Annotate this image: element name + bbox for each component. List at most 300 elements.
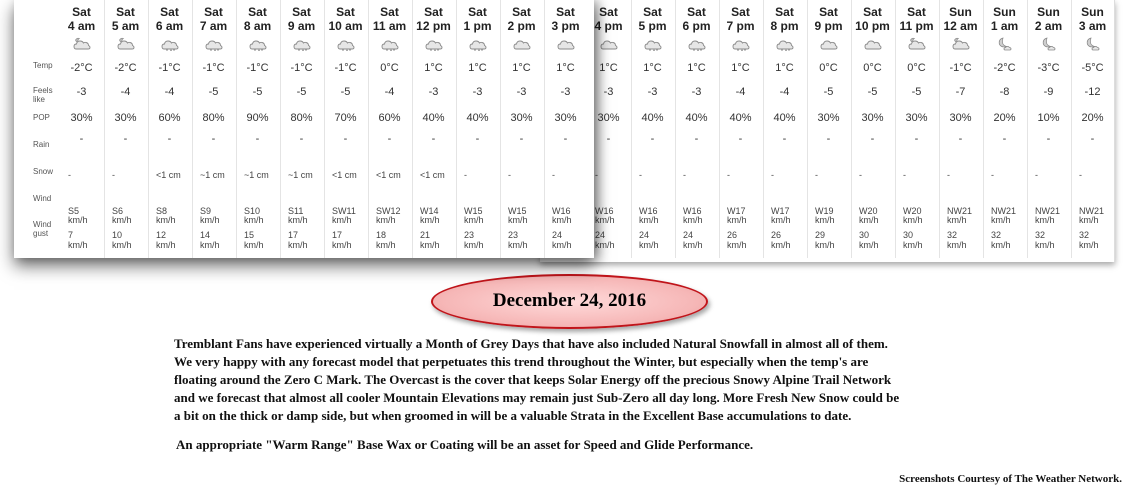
snow-cell: -	[552, 170, 555, 180]
snow-cell: <1 cm	[420, 170, 445, 180]
hour-time-label: 6 am	[155, 19, 184, 33]
forecast-panel-morning	[14, 0, 594, 258]
hour-time-label: 11 am	[372, 19, 407, 33]
hour-column	[1071, 0, 1114, 258]
wind-gust-cell: 10	[112, 230, 123, 240]
hour-day-label: Sat	[907, 5, 926, 19]
feels-like-cell: -8	[999, 86, 1010, 98]
snow-cloud-icon	[381, 37, 399, 51]
gust-unit: km/h	[595, 240, 615, 250]
column-divider	[324, 0, 325, 258]
rain-cell: -	[387, 133, 392, 145]
snow-cell: -	[112, 170, 115, 180]
hour-column	[236, 0, 279, 258]
hour-column	[895, 0, 938, 258]
wind-gust-cell: 15	[244, 230, 255, 240]
wind-gust-cell: 12	[156, 230, 167, 240]
wind-gust-cell: 24	[552, 230, 563, 240]
wind-unit: km/h	[903, 215, 923, 225]
hour-time-label: 12 pm	[416, 19, 451, 33]
snow-cloud-icon	[337, 37, 355, 51]
hour-column	[983, 0, 1026, 258]
wind-cell: W15	[464, 206, 483, 216]
wax-note: An appropriate "Warm Range" Base Wax or Coating will be an asset for Speed and Glide Performance.	[176, 437, 754, 452]
wind-unit: km/h	[727, 215, 747, 225]
gust-unit: km/h	[332, 240, 352, 250]
wind-cell: W17	[727, 206, 746, 216]
temp-cell: 1°C	[643, 62, 662, 74]
hour-column	[631, 0, 674, 258]
wind-gust-cell: 26	[727, 230, 738, 240]
feels-like-cell: -5	[208, 86, 219, 98]
hour-day-label: Sat	[687, 5, 706, 19]
commentary-line: a bit on the thick or damp side, but when groomed in will be a valuable Strata in the Excellent Base accumulations to date.	[174, 408, 852, 423]
pop-cell: 60%	[158, 112, 181, 124]
hour-column	[939, 0, 982, 258]
column-divider	[763, 0, 764, 258]
temp-cell: 0°C	[380, 62, 399, 74]
hour-column	[368, 0, 411, 258]
rain-cell: -	[431, 133, 436, 145]
hour-day-label: Sat	[116, 5, 135, 19]
row-label-wind-gust: Wind gust	[33, 220, 52, 238]
hour-column	[60, 0, 103, 258]
rain-cell: -	[211, 133, 216, 145]
hour-time-label: 7 am	[199, 19, 228, 33]
pop-cell: 40%	[773, 112, 796, 124]
hour-day-label: Sun	[1081, 5, 1104, 19]
row-label-snow: Snow	[33, 167, 54, 176]
snow-cloud-icon	[161, 37, 179, 51]
feels-like-cell: -4	[779, 86, 790, 98]
hour-day-label: Sun	[949, 5, 972, 19]
feels-like-cell: -3	[472, 86, 483, 98]
commentary-line: We very happy with any forecast model that perpetuates this trend throughout the Winter, but especially when the temp's are	[174, 354, 869, 369]
column-divider	[631, 0, 632, 258]
rain-cell: -	[738, 133, 743, 145]
hour-day-label: Sat	[819, 5, 838, 19]
wind-cell: NW21	[1079, 206, 1105, 216]
wind-cell: SW11	[332, 206, 356, 216]
hour-day-label: Sat	[512, 5, 531, 19]
snow-cloud-icon	[644, 37, 662, 51]
wind-unit: km/h	[683, 215, 703, 225]
wind-cell: S10	[244, 206, 261, 216]
wind-unit: km/h	[464, 215, 484, 225]
snow-cell: ~1 cm	[200, 170, 225, 180]
rain-cell: -	[343, 133, 348, 145]
snow-cloud-icon	[249, 37, 267, 51]
hour-day-label: Sat	[424, 5, 443, 19]
snow-cell: -	[683, 170, 686, 180]
wind-gust-cell: 17	[332, 230, 343, 240]
pop-cell: 10%	[1037, 112, 1060, 124]
wind-unit: km/h	[771, 215, 791, 225]
rain-cell: -	[1002, 133, 1007, 145]
rain-cell: -	[606, 133, 611, 145]
pop-cell: 30%	[114, 112, 137, 124]
row-labels	[14, 0, 62, 258]
hour-time-label: 5 am	[111, 19, 140, 33]
hour-day-label: Sat	[248, 5, 267, 19]
wind-gust-cell: 23	[508, 230, 519, 240]
gust-unit: km/h	[244, 240, 264, 250]
commentary-line: and we forecast that almost all cooler Mountain Elevations may remain just Sub-Zero all day long. More Fresh New Snow could be	[174, 390, 900, 405]
wind-cell: W17	[771, 206, 790, 216]
temp-cell: 0°C	[907, 62, 926, 74]
temp-cell: 1°C	[687, 62, 706, 74]
hour-day-label: Sat	[72, 5, 91, 19]
temp-cell: 0°C	[863, 62, 882, 74]
wind-unit: km/h	[508, 215, 528, 225]
gust-unit: km/h	[288, 240, 308, 250]
feels-like-cell: -5	[911, 86, 922, 98]
hour-column	[851, 0, 894, 258]
pop-cell: 30%	[817, 112, 840, 124]
wind-unit: km/h	[288, 215, 308, 225]
rain-cell: -	[650, 133, 655, 145]
feels-like-cell: -5	[823, 86, 834, 98]
gust-unit: km/h	[200, 240, 220, 250]
pop-cell: 80%	[202, 112, 225, 124]
hour-time-label: 2 pm	[507, 19, 536, 33]
wind-cell: NW21	[1035, 206, 1061, 216]
temp-cell: 1°C	[556, 62, 575, 74]
snow-cell: ~1 cm	[244, 170, 269, 180]
wind-gust-cell: 32	[1079, 230, 1090, 240]
row-label-pop: POP	[33, 113, 50, 122]
column-divider	[412, 0, 413, 258]
wind-cell: W14	[420, 206, 439, 216]
hour-column	[324, 0, 367, 258]
hour-time-label: 1 am	[990, 19, 1019, 33]
temp-cell: 1°C	[599, 62, 618, 74]
date-banner	[431, 274, 708, 329]
hour-time-label: 6 pm	[682, 19, 711, 33]
feels-like-cell: -5	[340, 86, 351, 98]
column-divider	[895, 0, 896, 258]
wind-cell: W15	[508, 206, 527, 216]
hour-time-label: 2 am	[1034, 19, 1063, 33]
feels-like-cell: -3	[560, 86, 571, 98]
hour-time-label: 3 pm	[551, 19, 580, 33]
pop-cell: 30%	[905, 112, 928, 124]
rain-cell: -	[826, 133, 831, 145]
row-label-rain: Rain	[33, 140, 50, 149]
temp-cell: -2°C	[70, 62, 93, 74]
wind-unit: km/h	[68, 215, 88, 225]
pop-cell: 30%	[861, 112, 884, 124]
column-divider	[148, 0, 149, 258]
snow-cell: -	[991, 170, 994, 180]
temp-cell: -2°C	[114, 62, 137, 74]
feels-like-cell: -4	[384, 86, 395, 98]
snow-cloud-icon	[776, 37, 794, 51]
temp-cell: -1°C	[246, 62, 269, 74]
pop-cell: 40%	[641, 112, 664, 124]
column-divider	[983, 0, 984, 258]
wind-gust-cell: 30	[903, 230, 914, 240]
rain-cell: -	[914, 133, 919, 145]
hour-column	[807, 0, 850, 258]
wind-gust-cell: 7	[68, 230, 74, 240]
feels-like-cell: -7	[955, 86, 966, 98]
commentary-line: floating around the Zero C Mark. The Overcast is the cover that keeps Solar Energy off the precious Snowy Alpine Trail Network	[174, 372, 892, 387]
hour-column	[719, 0, 762, 258]
wind-gust-cell: 29	[815, 230, 826, 240]
gust-unit: km/h	[639, 240, 659, 250]
pop-cell: 40%	[685, 112, 708, 124]
rain-cell: -	[782, 133, 787, 145]
wind-gust-cell: 18	[376, 230, 387, 240]
rain-cell: -	[299, 133, 304, 145]
temp-cell: -1°C	[949, 62, 972, 74]
cloud-icon	[557, 37, 575, 51]
snow-cloud-icon	[688, 37, 706, 51]
temp-cell: 1°C	[775, 62, 794, 74]
column-divider	[104, 0, 105, 258]
wind-unit: km/h	[420, 215, 440, 225]
hour-time-label: 8 am	[243, 19, 272, 33]
hour-time-label: 1 pm	[463, 19, 492, 33]
wind-unit: km/h	[552, 215, 572, 225]
column-divider	[192, 0, 193, 258]
commentary-line: Tremblant Fans have experienced virtually a Month of Grey Days that have also included Natural Snowfall in almost all of them.	[174, 336, 888, 351]
wind-cell: NW21	[947, 206, 973, 216]
pop-cell: 30%	[554, 112, 577, 124]
rain-cell: -	[1046, 133, 1051, 145]
hour-column	[763, 0, 806, 258]
feels-like-cell: -3	[691, 86, 702, 98]
pop-cell: 30%	[510, 112, 533, 124]
wind-unit: km/h	[815, 215, 835, 225]
rain-cell: -	[123, 133, 128, 145]
cloudy-night-icon	[952, 37, 970, 51]
wind-unit: km/h	[376, 215, 396, 225]
snow-cloud-icon	[425, 37, 443, 51]
gust-unit: km/h	[727, 240, 747, 250]
cloudy-night-icon	[117, 37, 135, 51]
temp-cell: -3°C	[1037, 62, 1060, 74]
wind-unit: km/h	[200, 215, 220, 225]
hour-day-label: Sat	[556, 5, 575, 19]
wind-unit: km/h	[244, 215, 264, 225]
temp-cell: -5°C	[1081, 62, 1104, 74]
hour-time-label: 9 pm	[814, 19, 843, 33]
hour-day-label: Sat	[775, 5, 794, 19]
wind-cell: NW21	[991, 206, 1017, 216]
snow-cell: <1 cm	[156, 170, 181, 180]
hour-time-label: 3 am	[1078, 19, 1107, 33]
column-divider	[544, 0, 545, 258]
wind-cell: SW12	[376, 206, 401, 216]
snow-cell: -	[771, 170, 774, 180]
hour-day-label: Sat	[863, 5, 882, 19]
feels-like-cell: -5	[252, 86, 263, 98]
column-divider	[280, 0, 281, 258]
hour-day-label: Sat	[160, 5, 179, 19]
snow-cell: -	[508, 170, 511, 180]
gust-unit: km/h	[859, 240, 879, 250]
wind-cell: W16	[639, 206, 658, 216]
gust-unit: km/h	[464, 240, 484, 250]
hour-day-label: Sat	[204, 5, 223, 19]
wind-gust-cell: 32	[1035, 230, 1046, 240]
cloud-icon	[600, 37, 618, 51]
gust-unit: km/h	[815, 240, 835, 250]
hour-column	[500, 0, 543, 258]
wind-cell: S5	[68, 206, 80, 216]
rain-cell: -	[870, 133, 875, 145]
gust-unit: km/h	[420, 240, 440, 250]
hour-time-label: 10 am	[328, 19, 363, 33]
hour-day-label: Sat	[292, 5, 311, 19]
wind-unit: km/h	[991, 215, 1011, 225]
credit-line: Screenshots Courtesy of The Weather Network.	[899, 473, 1122, 485]
cloudy-night-icon	[908, 37, 926, 51]
feels-like-cell: -3	[76, 86, 87, 98]
wind-cell: W19	[815, 206, 834, 216]
hour-day-label: Sat	[468, 5, 487, 19]
wind-cell: S9	[200, 206, 212, 216]
gust-unit: km/h	[683, 240, 703, 250]
pop-cell: 30%	[70, 112, 93, 124]
hour-day-label: Sat	[380, 5, 399, 19]
wind-gust-cell: 24	[595, 230, 606, 240]
wind-gust-cell: 23	[464, 230, 475, 240]
temp-cell: -1°C	[202, 62, 225, 74]
wind-unit: km/h	[332, 215, 352, 225]
snow-cloud-icon	[293, 37, 311, 51]
wind-unit: km/h	[595, 215, 615, 225]
wind-unit: km/h	[639, 215, 659, 225]
temp-cell: 1°C	[424, 62, 443, 74]
wind-cell: W20	[903, 206, 922, 216]
gust-unit: km/h	[508, 240, 528, 250]
moon-cloud-icon	[996, 37, 1014, 51]
snow-cell: -	[639, 170, 642, 180]
hour-time-label: 12 am	[943, 19, 978, 33]
rain-cell: -	[167, 133, 172, 145]
hour-column	[456, 0, 499, 258]
snow-cell: -	[464, 170, 467, 180]
pop-cell: 40%	[729, 112, 752, 124]
column-divider	[368, 0, 369, 258]
snow-cell: -	[859, 170, 862, 180]
column-divider	[851, 0, 852, 258]
rain-cell: -	[958, 133, 963, 145]
gust-unit: km/h	[947, 240, 967, 250]
pop-cell: 70%	[334, 112, 357, 124]
feels-like-cell: -3	[516, 86, 527, 98]
wind-gust-cell: 32	[991, 230, 1002, 240]
commentary-paragraph	[174, 335, 974, 425]
snow-cell: <1 cm	[376, 170, 401, 180]
wind-cell: S11	[288, 206, 304, 216]
wind-gust-cell: 26	[771, 230, 782, 240]
cloud-icon	[820, 37, 838, 51]
moon-cloud-icon	[1040, 37, 1058, 51]
gust-unit: km/h	[991, 240, 1011, 250]
snow-cell: -	[815, 170, 818, 180]
snow-cell: -	[595, 170, 598, 180]
feels-like-cell: -9	[1043, 86, 1054, 98]
hour-time-label: 5 pm	[638, 19, 667, 33]
hour-column	[104, 0, 147, 258]
rain-cell: -	[694, 133, 699, 145]
feels-like-cell: -5	[296, 86, 307, 98]
snow-cloud-icon	[732, 37, 750, 51]
wind-cell: S6	[112, 206, 124, 216]
feels-like-cell: -3	[428, 86, 439, 98]
gust-unit: km/h	[376, 240, 396, 250]
feels-like-cell: -4	[735, 86, 746, 98]
pop-cell: 40%	[422, 112, 445, 124]
cloud-icon	[864, 37, 882, 51]
temp-cell: -1°C	[334, 62, 357, 74]
temp-cell: -2°C	[993, 62, 1016, 74]
hour-column	[412, 0, 455, 258]
wind-cell: W16	[683, 206, 702, 216]
gust-unit: km/h	[903, 240, 923, 250]
gust-unit: km/h	[771, 240, 791, 250]
hour-day-label: Sat	[599, 5, 618, 19]
hour-time-label: 9 am	[287, 19, 316, 33]
column-divider	[1027, 0, 1028, 258]
wind-unit: km/h	[1079, 215, 1099, 225]
wind-unit: km/h	[1035, 215, 1055, 225]
gust-unit: km/h	[1035, 240, 1055, 250]
hour-column	[675, 0, 718, 258]
column-divider	[500, 0, 501, 258]
wind-cell: W20	[859, 206, 878, 216]
hour-day-label: Sat	[336, 5, 355, 19]
feels-like-cell: -5	[867, 86, 878, 98]
feels-like-cell: -3	[647, 86, 658, 98]
temp-cell: -1°C	[158, 62, 181, 74]
pop-cell: 20%	[993, 112, 1016, 124]
column-divider	[456, 0, 457, 258]
wind-unit: km/h	[156, 215, 176, 225]
row-label-feels-like: Feels like	[33, 86, 53, 104]
rain-cell: -	[79, 133, 84, 145]
gust-unit: km/h	[68, 240, 88, 250]
hour-column	[280, 0, 323, 258]
wind-cell: W16	[552, 206, 571, 216]
snow-cell: -	[903, 170, 906, 180]
hour-column	[148, 0, 191, 258]
hour-time-label: 7 pm	[726, 19, 755, 33]
row-label-wind: Wind	[33, 194, 52, 203]
snow-cell: -	[727, 170, 730, 180]
snow-cell: -	[1079, 170, 1082, 180]
feels-like-cell: -4	[164, 86, 175, 98]
wind-gust-cell: 17	[288, 230, 299, 240]
snow-cell: -	[1035, 170, 1038, 180]
date-title: December 24, 2016	[492, 290, 647, 311]
hour-time-label: 4 pm	[594, 19, 623, 33]
column-divider	[807, 0, 808, 258]
column-divider	[1071, 0, 1072, 258]
snow-cell: ~1 cm	[288, 170, 313, 180]
rain-cell: -	[563, 133, 568, 145]
forecast-panel-evening	[540, 0, 1115, 262]
row-label-temp: Temp	[33, 61, 53, 70]
rain-cell: -	[1090, 133, 1095, 145]
temp-cell: -1°C	[290, 62, 313, 74]
gust-unit: km/h	[112, 240, 132, 250]
wind-gust-cell: 24	[639, 230, 650, 240]
